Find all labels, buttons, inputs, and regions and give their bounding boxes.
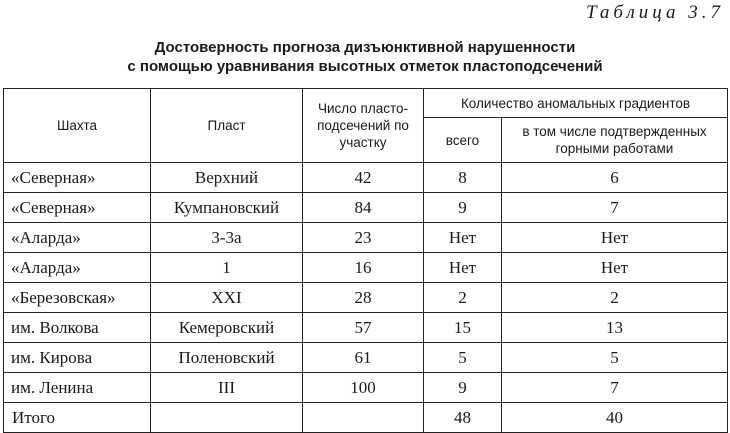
cell-mine: «Аларда» <box>4 223 151 253</box>
cell-total: 5 <box>424 343 502 373</box>
cell-total-label: Итого <box>4 403 151 433</box>
table-row <box>4 163 728 193</box>
cell-seam: 1 <box>151 253 303 283</box>
cell-mine: «Березовская» <box>4 283 151 313</box>
cell-count: 84 <box>303 193 424 223</box>
cell-confirmed: 13 <box>502 313 728 343</box>
cell-count: 42 <box>303 163 424 193</box>
cell-total: Нет <box>424 223 502 253</box>
table-row <box>4 343 728 373</box>
cell-count: 100 <box>303 373 424 403</box>
data-table <box>3 88 728 433</box>
total-row <box>4 403 728 433</box>
table-row <box>4 313 728 343</box>
table-row <box>4 373 728 403</box>
cell-mine: им. Волкова <box>4 313 151 343</box>
cell-seam: 3-3а <box>151 223 303 253</box>
cell-seam: Поленовский <box>151 343 303 373</box>
cell-mine: им. Ленина <box>4 373 151 403</box>
header-anomalous: Количество аномальных градиентов <box>424 89 728 118</box>
cell-seam: Кемеровский <box>151 313 303 343</box>
cell-mine: «Северная» <box>4 163 151 193</box>
header-mine: Шахта <box>4 89 151 163</box>
cell-confirmed: Нет <box>502 253 728 283</box>
cell-confirmed: 6 <box>502 163 728 193</box>
table-row <box>4 193 728 223</box>
cell-mine: «Северная» <box>4 193 151 223</box>
cell-seam: Верхний <box>151 163 303 193</box>
cell-confirmed: 5 <box>502 343 728 373</box>
cell-count: 23 <box>303 223 424 253</box>
cell-total-total: 48 <box>424 403 502 433</box>
table-row <box>4 223 728 253</box>
cell-total: 8 <box>424 163 502 193</box>
table-label: Таблица 3.7 <box>586 2 724 23</box>
table-row <box>4 253 728 283</box>
title-line-1: Достоверность прогноза дизъюнктивной нарушенности <box>154 39 576 56</box>
cell-confirmed: 7 <box>502 373 728 403</box>
header-count: Число пласто-подсечений по участку <box>303 89 424 163</box>
cell-total-confirmed: 40 <box>502 403 728 433</box>
cell-total: 9 <box>424 193 502 223</box>
cell-count: 28 <box>303 283 424 313</box>
header-confirmed: в том числе подтвержденных горными работами <box>502 118 728 163</box>
title-line-2: с помощью уравнивания высотных отметок пластоподсечений <box>127 58 603 75</box>
cell-confirmed: 7 <box>502 193 728 223</box>
cell-seam: Кумпановский <box>151 193 303 223</box>
cell-count: 16 <box>303 253 424 283</box>
cell-mine: им. Кирова <box>4 343 151 373</box>
cell-confirmed: Нет <box>502 223 728 253</box>
header-total: всего <box>424 118 502 163</box>
cell-confirmed: 2 <box>502 283 728 313</box>
cell-count: 61 <box>303 343 424 373</box>
cell-seam: XXI <box>151 283 303 313</box>
cell-total: 2 <box>424 283 502 313</box>
cell-seam: III <box>151 373 303 403</box>
table-row <box>4 283 728 313</box>
header-seam: Пласт <box>151 89 303 163</box>
cell-total: 9 <box>424 373 502 403</box>
cell-count: 57 <box>303 313 424 343</box>
cell-total-count <box>303 403 424 433</box>
cell-mine: «Аларда» <box>4 253 151 283</box>
cell-total-seam <box>151 403 303 433</box>
cell-total: 15 <box>424 313 502 343</box>
table-title <box>0 38 730 76</box>
cell-total: Нет <box>424 253 502 283</box>
